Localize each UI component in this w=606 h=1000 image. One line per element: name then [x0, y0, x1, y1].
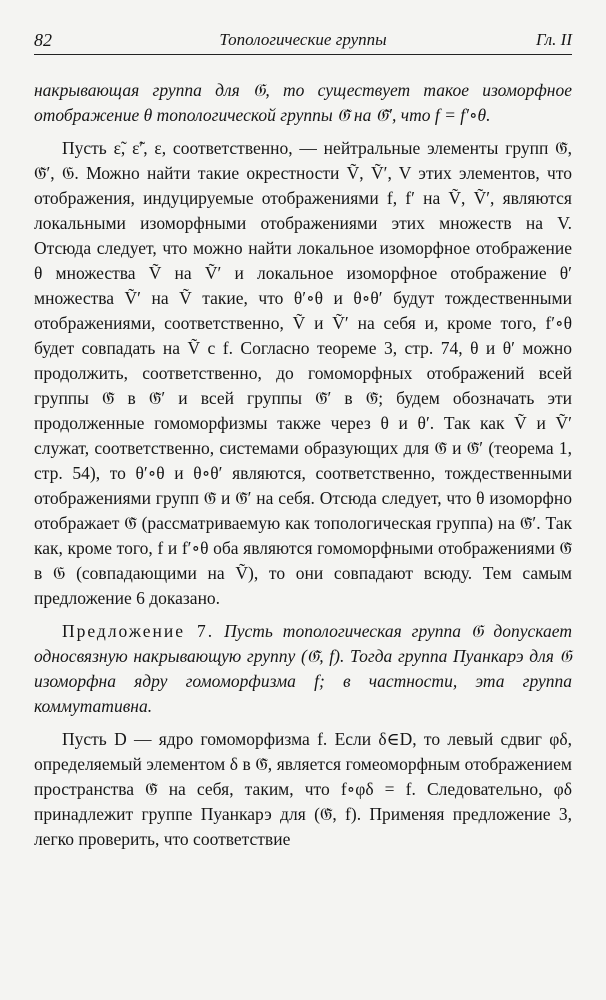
- page-number: 82: [34, 30, 52, 50]
- proposition-label: Предложение 7.: [62, 621, 215, 641]
- paragraph-proof: Пусть ε̃, ε̃′, ε, соответственно, — нейтральные элементы групп 𝔊̃, 𝔊̃′, 𝔊. Можно найти такие окрестности Ṽ, Ṽ′, V этих элементов, что отображения, индуцируемые отображениями f, f′ на Ṽ, Ṽ′, являются локальными изоморфными отображениями этих множеств на V. Отсюда следует, что можно найти локальное изоморфное отображение θ множества Ṽ на Ṽ′ и локальное изоморфное отображение θ′ множества Ṽ′ на Ṽ такие, что θ′∘θ и θ∘θ′ будут тождественными отображениями, соответственно, Ṽ и Ṽ′ на себя и, кроме того, f′∘θ будет совпадать на Ṽ с f. Согласно теореме 3, стр. 74, θ и θ′ можно продолжить, соответственно, до гомоморфных отображений всей группы 𝔊̃ в 𝔊̃′ и всей группы 𝔊̃′ в 𝔊̃; будем обозначать эти продолженные гомоморфизмы также через θ и θ′. Так как Ṽ и Ṽ′ служат, соответственно, системами образующих для 𝔊̃ и 𝔊̃′ (теорема 1, стр. 54), то θ′∘θ и θ∘θ′ являются, соответственно, тождественными отображениями групп 𝔊̃ и 𝔊̃′ на себя. Отсюда следует, что θ изоморфно отображает 𝔊̃ (рассматриваемую как топологическая группа) на 𝔊̃′. Так как, кроме того, f и f′∘θ оба являются гомоморфными отображениями 𝔊̃ в 𝔊 (совпадающими на Ṽ), то они совпадают всюду. Тем самым предложение 6 доказано.: [34, 138, 572, 608]
- proposition-7: [34, 619, 572, 719]
- page-header: [34, 28, 572, 55]
- paragraph-continuation: накрывающая группа для 𝔊, то существует такое изоморфное отображение θ топологической группы 𝔊̃ на 𝔊̃′, что f = f′∘θ.: [34, 80, 572, 125]
- paragraph-final: Пусть D — ядро гомоморфизма f. Если δ∈D, то левый сдвиг φδ, определяемый элементом δ в 𝔊̃, является гомеоморфным отображением пространства 𝔊̃ на себя, таким, что f∘φδ = f. Следовательно, φδ принадлежит группе Пуанкарэ для (𝔊̃, f). Применяя предложение 3, легко проверить, что соответствие: [34, 729, 572, 849]
- chapter-label: Гл. II: [535, 30, 572, 49]
- proposition-statement: Пусть топологическая группа 𝔊 допускает односвязную накрывающую группу (𝔊̃, f). Тогда группа Пуанкарэ для 𝔊 изоморфна ядру гомоморфизма f; в частности, эта группа коммутативна.: [34, 621, 572, 716]
- page-body: [34, 78, 572, 852]
- running-title: Топологические группы: [219, 30, 387, 49]
